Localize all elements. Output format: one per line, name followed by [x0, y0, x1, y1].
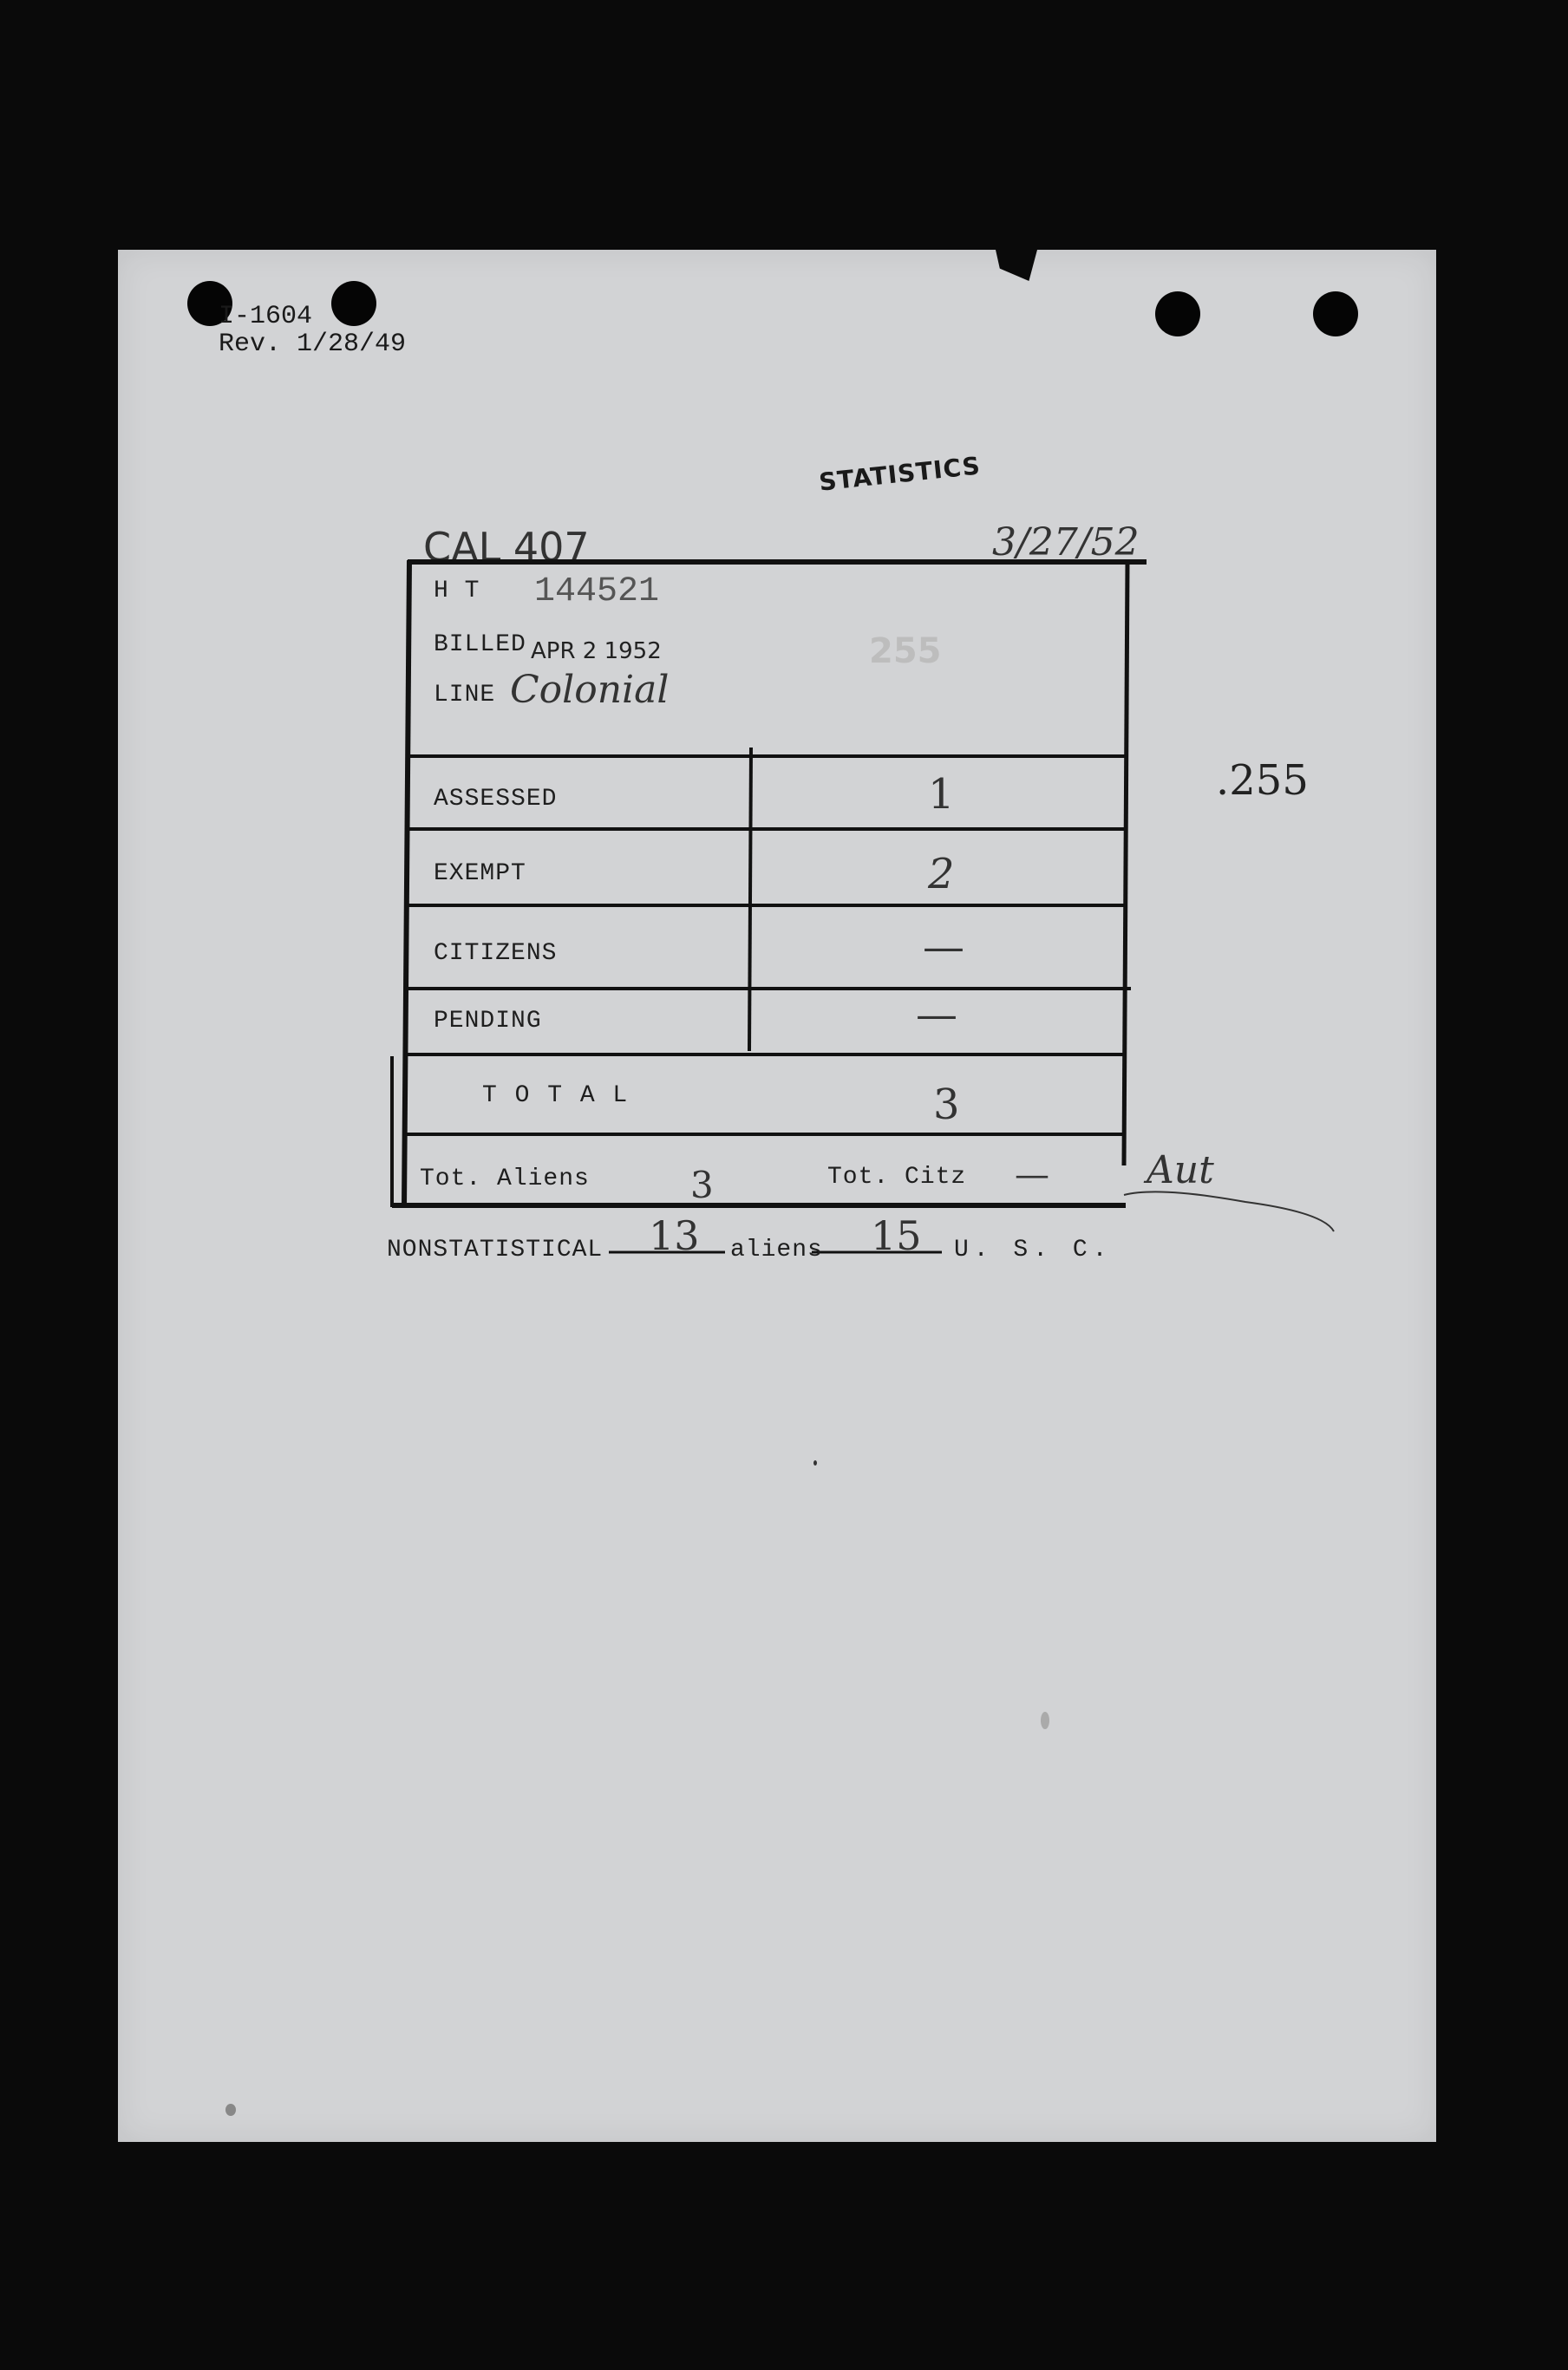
row-value-pending: — [916, 990, 957, 1039]
document-page [118, 250, 1436, 2142]
tot-citz-label: Tot. Citz [827, 1164, 967, 1191]
row-value-assessed: 1 [928, 770, 955, 819]
form-grid [118, 250, 1436, 2142]
row-value-exempt: 2 [928, 850, 955, 898]
paper-speck [1041, 1712, 1049, 1729]
nonstatistical-aliens-label: aliens [730, 1237, 823, 1263]
row-label-assessed: ASSESSED [434, 786, 558, 813]
row-label-pending: PENDING [434, 1008, 542, 1035]
line-label: LINE [434, 682, 496, 708]
billed-label: BILLED [434, 631, 526, 658]
row-label-exempt: EXEMPT [434, 860, 526, 887]
nonstatistical-label: NONSTATISTICAL [387, 1237, 604, 1263]
nonstatistical-usc-label: U. S. C. [954, 1237, 1113, 1263]
total-label: T O T A L [482, 1082, 630, 1109]
tot-aliens-label: Tot. Aliens [420, 1165, 590, 1192]
line-value: Colonial [510, 668, 670, 712]
row-label-citizens: CITIZENS [434, 940, 558, 967]
ht-label: H T [434, 578, 480, 604]
ht-number: 144521 [534, 572, 660, 611]
side-number: .255 [1216, 756, 1309, 805]
nonstatistical-aliens-value: 13 [649, 1212, 700, 1259]
total-value: 3 [933, 1081, 960, 1129]
tot-citz-value: — [1015, 1155, 1049, 1195]
paper-speck [225, 2104, 236, 2116]
statistics-stamp: STATISTICS [817, 451, 983, 497]
tot-aliens-value: 3 [690, 1164, 714, 1206]
nonstatistical-usc-value: 15 [871, 1212, 922, 1259]
handwritten-code: CAL 407 [423, 524, 590, 571]
row-value-citizens: — [923, 923, 964, 971]
handwritten-date: 3/27/52 [992, 520, 1140, 565]
form-revision: Rev. 1/28/49 [219, 330, 407, 359]
initials: Aut [1147, 1148, 1214, 1192]
paper-speck [813, 1460, 817, 1466]
faint-number: 255 [869, 631, 942, 671]
billed-date: APR 2 1952 [531, 638, 662, 664]
form-number: I-1604 [219, 302, 313, 331]
